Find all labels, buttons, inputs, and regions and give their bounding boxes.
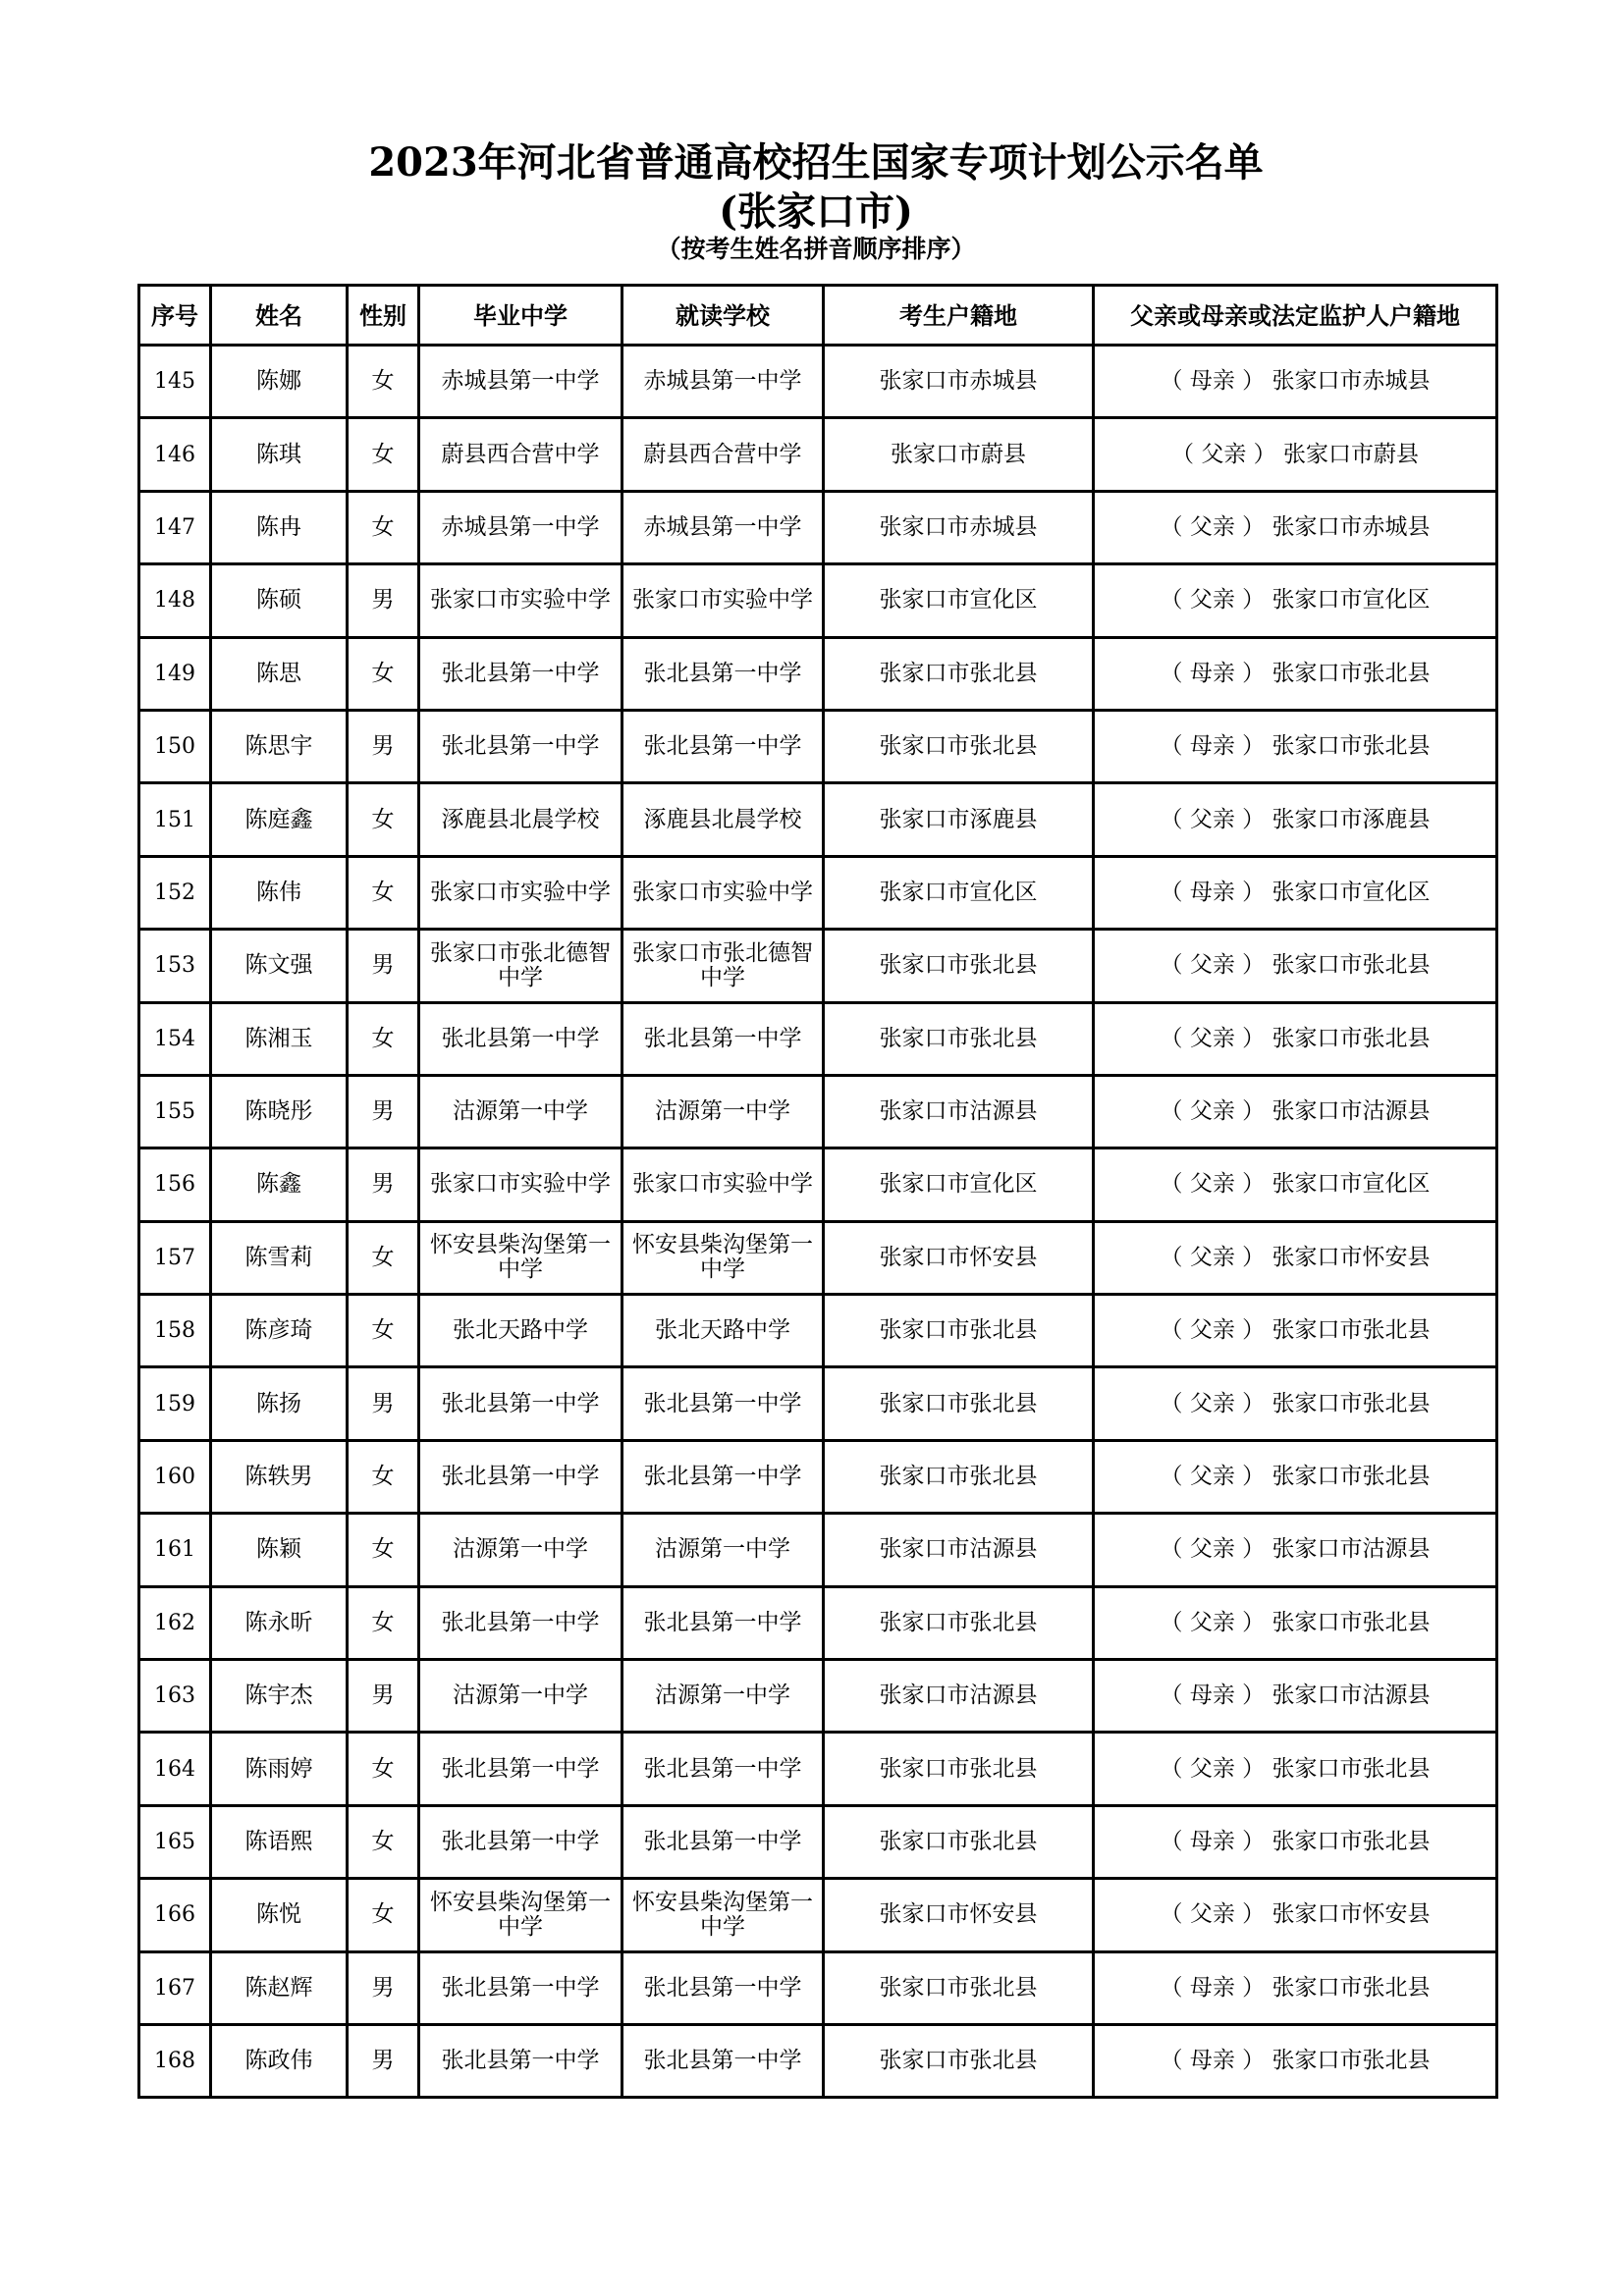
cell-household-registration: 张家口市宣化区 [824, 1148, 1094, 1221]
cell-guardian-registration: （ 父亲 ） 张家口市宣化区 [1094, 1148, 1497, 1221]
cell-guardian-registration: （ 父亲 ） 张家口市张北县 [1094, 1295, 1497, 1367]
cell-graduated-school: 沽源第一中学 [419, 1660, 622, 1733]
cell-guardian-registration: （ 父亲 ） 张家口市怀安县 [1094, 1879, 1497, 1951]
cell-graduated-school: 涿鹿县北晨学校 [419, 783, 622, 856]
cell-current-school: 张北县第一中学 [622, 1586, 824, 1659]
header-graduated-school: 毕业中学 [419, 286, 622, 346]
cell-graduated-school: 张北天路中学 [419, 1295, 622, 1367]
cell-seq: 151 [139, 783, 211, 856]
cell-current-school: 赤城县第一中学 [622, 491, 824, 563]
table-row [139, 856, 1497, 929]
cell-seq: 166 [139, 1879, 211, 1951]
cell-current-school: 赤城县第一中学 [622, 346, 824, 418]
cell-graduated-school: 赤城县第一中学 [419, 491, 622, 563]
cell-current-school: 张家口市实验中学 [622, 856, 824, 929]
cell-seq: 159 [139, 1367, 211, 1440]
cell-seq: 160 [139, 1440, 211, 1513]
cell-graduated-school: 怀安县柴沟堡第一中学 [419, 1221, 622, 1294]
cell-gender: 男 [348, 930, 419, 1002]
sort-note: （按考生姓名拼音顺序排序） [656, 235, 976, 263]
cell-name: 陈庭鑫 [211, 783, 348, 856]
cell-gender: 女 [348, 1514, 419, 1586]
table-row [139, 783, 1497, 856]
header-name: 姓名 [211, 286, 348, 346]
cell-name: 陈彦琦 [211, 1295, 348, 1367]
cell-guardian-registration: （ 父亲 ） 张家口市沽源县 [1094, 1514, 1497, 1586]
cell-seq: 157 [139, 1221, 211, 1294]
cell-graduated-school: 蔚县西合营中学 [419, 418, 622, 491]
header-gender: 性别 [348, 286, 419, 346]
cell-guardian-registration: （ 父亲 ） 张家口市张北县 [1094, 1002, 1497, 1075]
table-row [139, 637, 1497, 710]
cell-guardian-registration: （ 父亲 ） 张家口市沽源县 [1094, 1075, 1497, 1148]
cell-name: 陈永昕 [211, 1586, 348, 1659]
cell-household-registration: 张家口市赤城县 [824, 346, 1094, 418]
table-row [139, 1805, 1497, 1878]
cell-household-registration: 张家口市张北县 [824, 637, 1094, 710]
cell-seq: 147 [139, 491, 211, 563]
cell-gender: 男 [348, 2024, 419, 2097]
cell-name: 陈轶男 [211, 1440, 348, 1513]
cell-household-registration: 张家口市张北县 [824, 710, 1094, 782]
cell-seq: 148 [139, 564, 211, 637]
cell-current-school: 张北县第一中学 [622, 1002, 824, 1075]
cell-guardian-registration: （ 母亲 ） 张家口市张北县 [1094, 637, 1497, 710]
table-row [139, 1879, 1497, 1951]
cell-household-registration: 张家口市沽源县 [824, 1075, 1094, 1148]
cell-gender: 女 [348, 1879, 419, 1951]
cell-current-school: 怀安县柴沟堡第一中学 [622, 1221, 824, 1294]
page-subtitle: (张家口市) [719, 188, 913, 235]
cell-graduated-school: 张北县第一中学 [419, 710, 622, 782]
cell-seq: 158 [139, 1295, 211, 1367]
table-row [139, 1295, 1497, 1367]
cell-name: 陈雨婷 [211, 1733, 348, 1805]
cell-gender: 女 [348, 1002, 419, 1075]
cell-name: 陈宇杰 [211, 1660, 348, 1733]
cell-graduated-school: 张家口市张北德智中学 [419, 930, 622, 1002]
table-row [139, 1002, 1497, 1075]
table-row [139, 710, 1497, 782]
cell-current-school: 张北县第一中学 [622, 637, 824, 710]
cell-graduated-school: 张北县第一中学 [419, 1951, 622, 2024]
table-row [139, 1221, 1497, 1294]
cell-household-registration: 张家口市怀安县 [824, 1221, 1094, 1294]
table-row [139, 1733, 1497, 1805]
table-row [139, 1440, 1497, 1513]
cell-household-registration: 张家口市张北县 [824, 1440, 1094, 1513]
cell-guardian-registration: （ 父亲 ） 张家口市张北县 [1094, 1733, 1497, 1805]
cell-household-registration: 张家口市蔚县 [824, 418, 1094, 491]
cell-seq: 153 [139, 930, 211, 1002]
cell-graduated-school: 张北县第一中学 [419, 1733, 622, 1805]
cell-guardian-registration: （ 父亲 ） 张家口市张北县 [1094, 1367, 1497, 1440]
cell-gender: 女 [348, 1295, 419, 1367]
cell-seq: 154 [139, 1002, 211, 1075]
cell-current-school: 沽源第一中学 [622, 1514, 824, 1586]
cell-name: 陈赵辉 [211, 1951, 348, 2024]
table-row [139, 1075, 1497, 1148]
cell-guardian-registration: （ 母亲 ） 张家口市张北县 [1094, 1805, 1497, 1878]
cell-guardian-registration: （ 母亲 ） 张家口市沽源县 [1094, 1660, 1497, 1733]
cell-gender: 男 [348, 1660, 419, 1733]
cell-name: 陈伟 [211, 856, 348, 929]
cell-seq: 152 [139, 856, 211, 929]
cell-seq: 149 [139, 637, 211, 710]
cell-gender: 男 [348, 564, 419, 637]
table-row [139, 1514, 1497, 1586]
cell-name: 陈冉 [211, 491, 348, 563]
cell-name: 陈雪莉 [211, 1221, 348, 1294]
cell-current-school: 沽源第一中学 [622, 1660, 824, 1733]
cell-household-registration: 张家口市涿鹿县 [824, 783, 1094, 856]
cell-guardian-registration: （ 母亲 ） 张家口市宣化区 [1094, 856, 1497, 929]
cell-current-school: 张北县第一中学 [622, 1951, 824, 2024]
cell-household-registration: 张家口市怀安县 [824, 1879, 1094, 1951]
cell-guardian-registration: （ 父亲 ） 张家口市蔚县 [1094, 418, 1497, 491]
cell-seq: 162 [139, 1586, 211, 1659]
cell-seq: 164 [139, 1733, 211, 1805]
table-row [139, 1367, 1497, 1440]
cell-guardian-registration: （ 母亲 ） 张家口市张北县 [1094, 2024, 1497, 2097]
cell-name: 陈颖 [211, 1514, 348, 1586]
roster-table [137, 284, 1498, 2099]
cell-guardian-registration: （ 父亲 ） 张家口市怀安县 [1094, 1221, 1497, 1294]
cell-current-school: 张北县第一中学 [622, 1440, 824, 1513]
cell-guardian-registration: （ 父亲 ） 张家口市张北县 [1094, 1440, 1497, 1513]
cell-graduated-school: 张北县第一中学 [419, 1805, 622, 1878]
cell-current-school: 张家口市实验中学 [622, 564, 824, 637]
cell-gender: 男 [348, 1148, 419, 1221]
cell-gender: 女 [348, 346, 419, 418]
cell-name: 陈硕 [211, 564, 348, 637]
table-row [139, 1951, 1497, 2024]
table-header-row [139, 286, 1497, 346]
cell-current-school: 张北天路中学 [622, 1295, 824, 1367]
cell-graduated-school: 张北县第一中学 [419, 1586, 622, 1659]
cell-gender: 女 [348, 1586, 419, 1659]
cell-seq: 168 [139, 2024, 211, 2097]
cell-gender: 男 [348, 1075, 419, 1148]
cell-name: 陈政伟 [211, 2024, 348, 2097]
table-row [139, 1660, 1497, 1733]
cell-graduated-school: 沽源第一中学 [419, 1514, 622, 1586]
cell-guardian-registration: （ 父亲 ） 张家口市赤城县 [1094, 491, 1497, 563]
cell-gender: 女 [348, 1221, 419, 1294]
cell-graduated-school: 张家口市实验中学 [419, 856, 622, 929]
cell-guardian-registration: （ 母亲 ） 张家口市张北县 [1094, 710, 1497, 782]
cell-current-school: 张家口市张北德智中学 [622, 930, 824, 1002]
cell-seq: 145 [139, 346, 211, 418]
cell-current-school: 张北县第一中学 [622, 1367, 824, 1440]
cell-name: 陈悦 [211, 1879, 348, 1951]
cell-household-registration: 张家口市宣化区 [824, 856, 1094, 929]
cell-guardian-registration: （ 母亲 ） 张家口市张北县 [1094, 1951, 1497, 2024]
cell-gender: 女 [348, 856, 419, 929]
cell-current-school: 涿鹿县北晨学校 [622, 783, 824, 856]
cell-name: 陈思 [211, 637, 348, 710]
cell-household-registration: 张家口市沽源县 [824, 1514, 1094, 1586]
cell-name: 陈晓彤 [211, 1075, 348, 1148]
cell-guardian-registration: （ 父亲 ） 张家口市涿鹿县 [1094, 783, 1497, 856]
cell-guardian-registration: （ 父亲 ） 张家口市宣化区 [1094, 564, 1497, 637]
cell-seq: 165 [139, 1805, 211, 1878]
cell-graduated-school: 张北县第一中学 [419, 1367, 622, 1440]
table-body [139, 346, 1497, 2098]
table-row [139, 346, 1497, 418]
cell-name: 陈湘玉 [211, 1002, 348, 1075]
cell-household-registration: 张家口市宣化区 [824, 564, 1094, 637]
cell-guardian-registration: （ 父亲 ） 张家口市张北县 [1094, 1586, 1497, 1659]
cell-household-registration: 张家口市张北县 [824, 1295, 1094, 1367]
cell-name: 陈扬 [211, 1367, 348, 1440]
cell-gender: 女 [348, 1733, 419, 1805]
cell-gender: 男 [348, 710, 419, 782]
cell-graduated-school: 沽源第一中学 [419, 1075, 622, 1148]
cell-household-registration: 张家口市张北县 [824, 2024, 1094, 2097]
cell-current-school: 沽源第一中学 [622, 1075, 824, 1148]
cell-graduated-school: 张家口市实验中学 [419, 564, 622, 637]
cell-guardian-registration: （ 父亲 ） 张家口市张北县 [1094, 930, 1497, 1002]
cell-gender: 男 [348, 1951, 419, 2024]
table-row [139, 2024, 1497, 2097]
cell-graduated-school: 张北县第一中学 [419, 1440, 622, 1513]
table-row [139, 418, 1497, 491]
cell-current-school: 张北县第一中学 [622, 1733, 824, 1805]
cell-household-registration: 张家口市张北县 [824, 1586, 1094, 1659]
cell-household-registration: 张家口市赤城县 [824, 491, 1094, 563]
cell-graduated-school: 张家口市实验中学 [419, 1148, 622, 1221]
cell-seq: 150 [139, 710, 211, 782]
cell-name: 陈琪 [211, 418, 348, 491]
cell-graduated-school: 赤城县第一中学 [419, 346, 622, 418]
cell-gender: 男 [348, 1367, 419, 1440]
cell-name: 陈语熙 [211, 1805, 348, 1878]
cell-household-registration: 张家口市张北县 [824, 1951, 1094, 2024]
header-household-registration: 考生户籍地 [824, 286, 1094, 346]
cell-gender: 女 [348, 491, 419, 563]
cell-name: 陈文强 [211, 930, 348, 1002]
header-seq: 序号 [139, 286, 211, 346]
table-row [139, 564, 1497, 637]
cell-household-registration: 张家口市张北县 [824, 1805, 1094, 1878]
table-row [139, 1148, 1497, 1221]
header-current-school: 就读学校 [622, 286, 824, 346]
cell-name: 陈鑫 [211, 1148, 348, 1221]
cell-seq: 156 [139, 1148, 211, 1221]
cell-seq: 167 [139, 1951, 211, 2024]
page-title: 2023年河北省普通高校招生国家专项计划公示名单 [368, 139, 1264, 186]
cell-current-school: 张北县第一中学 [622, 710, 824, 782]
cell-gender: 女 [348, 1805, 419, 1878]
table-row [139, 1586, 1497, 1659]
cell-gender: 女 [348, 637, 419, 710]
cell-household-registration: 张家口市张北县 [824, 930, 1094, 1002]
cell-seq: 146 [139, 418, 211, 491]
cell-current-school: 张家口市实验中学 [622, 1148, 824, 1221]
cell-household-registration: 张家口市张北县 [824, 1002, 1094, 1075]
cell-gender: 女 [348, 418, 419, 491]
cell-current-school: 张北县第一中学 [622, 2024, 824, 2097]
cell-name: 陈思宇 [211, 710, 348, 782]
header-guardian-registration: 父亲或母亲或法定监护人户籍地 [1094, 286, 1497, 346]
cell-graduated-school: 张北县第一中学 [419, 637, 622, 710]
table-row [139, 930, 1497, 1002]
cell-graduated-school: 怀安县柴沟堡第一中学 [419, 1879, 622, 1951]
cell-graduated-school: 张北县第一中学 [419, 1002, 622, 1075]
cell-gender: 女 [348, 783, 419, 856]
cell-name: 陈娜 [211, 346, 348, 418]
cell-current-school: 蔚县西合营中学 [622, 418, 824, 491]
cell-household-registration: 张家口市沽源县 [824, 1660, 1094, 1733]
cell-seq: 161 [139, 1514, 211, 1586]
cell-seq: 163 [139, 1660, 211, 1733]
cell-current-school: 怀安县柴沟堡第一中学 [622, 1879, 824, 1951]
cell-household-registration: 张家口市张北县 [824, 1367, 1094, 1440]
cell-graduated-school: 张北县第一中学 [419, 2024, 622, 2097]
cell-seq: 155 [139, 1075, 211, 1148]
cell-guardian-registration: （ 母亲 ） 张家口市赤城县 [1094, 346, 1497, 418]
table-row [139, 491, 1497, 563]
cell-household-registration: 张家口市张北县 [824, 1733, 1094, 1805]
cell-gender: 女 [348, 1440, 419, 1513]
cell-current-school: 张北县第一中学 [622, 1805, 824, 1878]
